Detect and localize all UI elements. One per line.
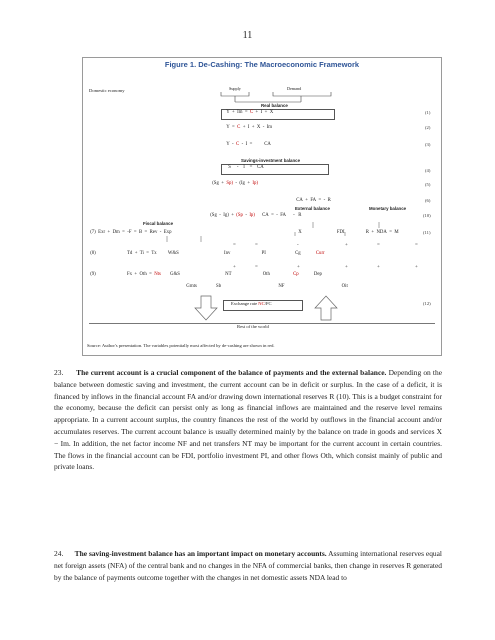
demand-label: Demand xyxy=(287,86,302,91)
svg-text:=: = xyxy=(255,243,258,248)
svg-text:+: + xyxy=(233,265,236,270)
svg-text:+: + xyxy=(377,265,380,270)
row-bottom: Grnts Sb NF Oit xyxy=(186,284,348,289)
page-number: 11 xyxy=(242,30,253,41)
svg-text:=: = xyxy=(377,243,380,248)
eq1: Y + Im = C + I + X xyxy=(226,110,274,115)
supply-label: Supply xyxy=(229,86,241,91)
figure-connectors xyxy=(83,218,441,288)
p23-body: Depending on the balance between domestic saving and investment, the current account can be in deficit or surplus. In the case of a deficit, it is financed by inflows in the financial account FA and/or drawing down international reserves R (10). This is a budget constraint for the economy, because the deficit can persist only as long as financial inflows are maintained and the reserve level remains appropriate. In a current account surplus, the country finances the rest of the world by outflows in the financial account and/or accumulates reserves. The current account balance is usually determined mainly by the balance on trade in goods and services X − Im. In addition, the net factor income NF and net transfers NT may be important for the current account in certain countries. The flows in the financial account can be FDI, portfolio investment PI, and other flows Oth, which consist mainly of public and private loans. xyxy=(54,368,443,472)
eq-number: (4) xyxy=(425,168,431,173)
eq6: CA + FA = - R xyxy=(296,198,331,203)
eq-number: (11) xyxy=(423,230,431,235)
eq-number: (12) xyxy=(423,301,431,306)
eq5: (Sg + Sp) - (Ig + Ip) xyxy=(212,181,259,186)
svg-text:=: = xyxy=(233,243,236,248)
rest-of-world-label: Rest of the world xyxy=(237,324,269,329)
eq2: Y = C + I + X - Im xyxy=(226,125,273,130)
exchange-rate-label: Exchange rate NC/FC xyxy=(231,301,272,306)
eq-number: (6) xyxy=(425,198,431,203)
eq-number: (2) xyxy=(425,125,431,130)
p24-lead: The saving-investment balance has an important impact on monetary accounts. xyxy=(74,549,327,558)
eq-number: (5) xyxy=(425,182,431,187)
p24-body: Assuming international reserves equal net foreign assets (NFA) of the central bank and no changes in the NFA of commercial banks, then change in reserves R generated by the balance of payments outcome together with the changes in net domestic assets NDA lead to xyxy=(54,549,442,582)
real-balance-label: Real balance xyxy=(261,103,288,108)
paragraph-24 xyxy=(54,548,442,583)
eq3: Y - C - I = CA xyxy=(226,142,271,147)
svg-text:=: = xyxy=(255,265,258,270)
p23-lead: The current account is a crucial component of the balance of payments and the external balance. xyxy=(76,368,387,377)
fiscal-balance-label: Fiscal balance xyxy=(143,221,174,226)
row9: (9) Fx + Oth = Nts G&S NT Oth Cp Dep xyxy=(90,272,322,277)
eq4: S - I = CA xyxy=(228,165,264,170)
paragraph-23 xyxy=(54,367,442,473)
domestic-economy-label: Domestic economy xyxy=(89,88,125,93)
eq10: (Sg - Ig) + (Sp - Ip) CA = - FA - R xyxy=(210,213,302,218)
svg-text:+: + xyxy=(297,265,300,270)
row8: (8) Td + Ti = Tx W&S Inv PI Cg Curr xyxy=(90,251,325,256)
figure-title: Figure 1. De-Cashing: The Macroeconomic Framework xyxy=(164,60,360,69)
row7: (7) Exr + Dm = -F = B = Rev - Exp xyxy=(90,230,172,235)
eq-number: (3) xyxy=(425,142,431,147)
svg-text:+: + xyxy=(345,265,348,270)
svg-text:+: + xyxy=(345,243,348,248)
row-x-fdi: X FDI R + NDA = M xyxy=(298,230,399,235)
monetary-balance-label: Monetary balance xyxy=(369,206,407,211)
figure-box xyxy=(82,57,442,356)
p23-number: 23. xyxy=(54,368,64,377)
figure-source: Source: Author's presentation. The variables potentially most affected by de-cashing are shown in red. xyxy=(87,343,275,348)
eq-number: (1) xyxy=(425,110,431,115)
si-balance-label: Savings-investment balance xyxy=(241,158,301,163)
external-balance-label: External balance xyxy=(295,206,330,211)
p24-number: 24. xyxy=(54,549,64,558)
svg-text:-: - xyxy=(297,243,299,248)
eq-number: (10) xyxy=(423,213,431,218)
svg-text:=: = xyxy=(415,243,418,248)
svg-text:+: + xyxy=(415,265,418,270)
